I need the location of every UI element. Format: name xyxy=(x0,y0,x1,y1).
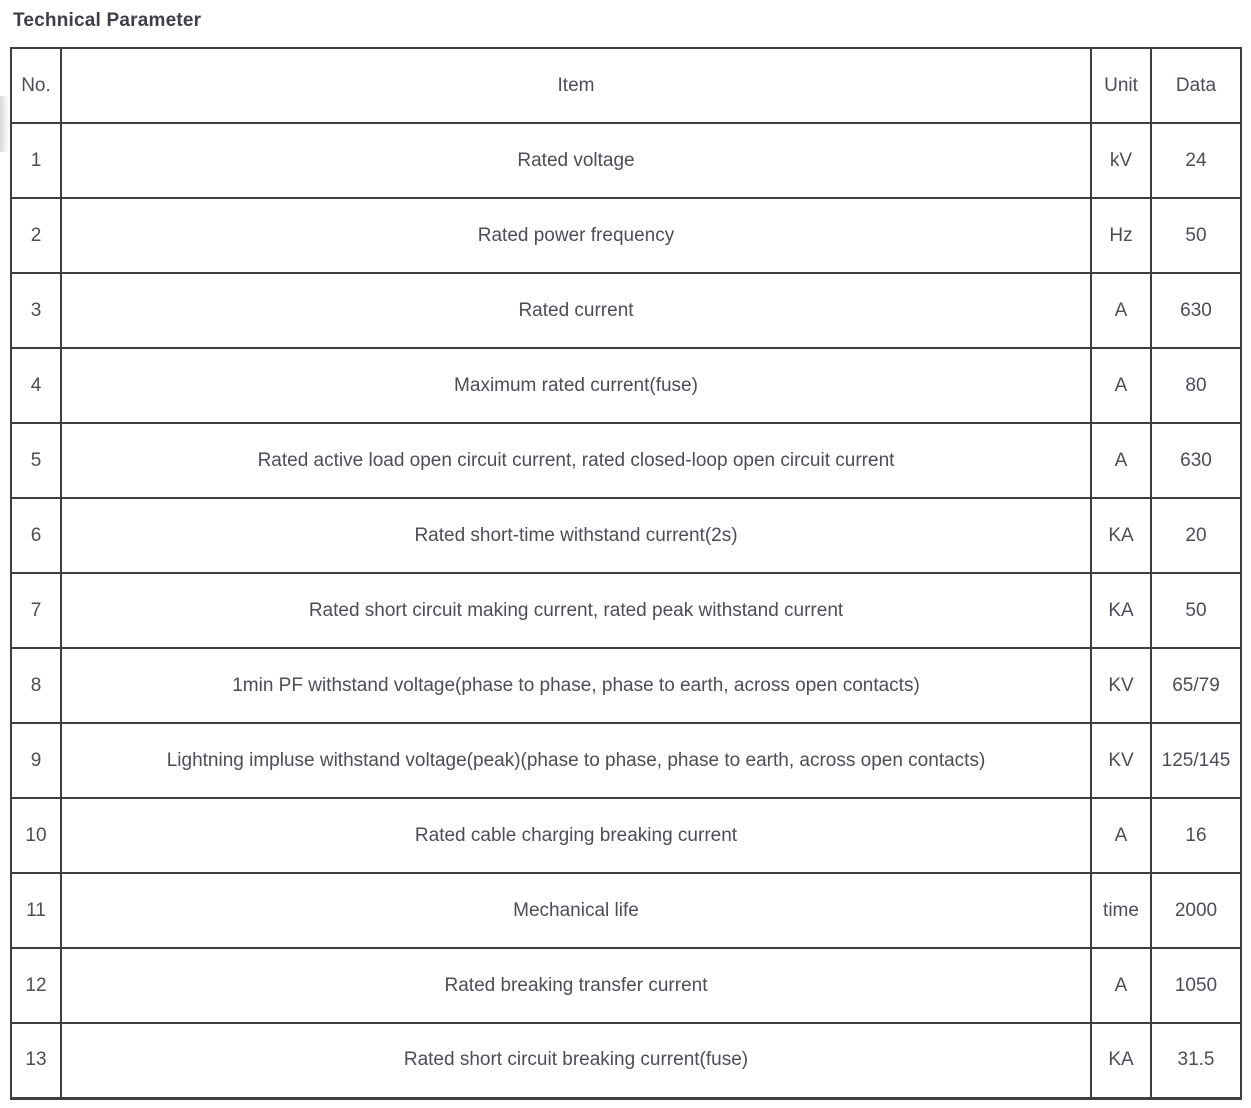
cell-item: Rated active load open circuit current, rated closed-loop open circuit current xyxy=(61,423,1091,498)
table-row xyxy=(11,348,1241,423)
table-row xyxy=(11,948,1241,1023)
cell-item: Rated short circuit making current, rated peak withstand current xyxy=(61,573,1091,648)
cell-data: 2000 xyxy=(1151,873,1241,948)
cell-item: Rated cable charging breaking current xyxy=(61,798,1091,873)
cell-item: 1min PF withstand voltage(phase to phase, phase to earth, across open contacts) xyxy=(61,648,1091,723)
cell-unit: Hz xyxy=(1091,198,1151,273)
column-header-data: Data xyxy=(1151,48,1241,123)
cell-data: 16 xyxy=(1151,798,1241,873)
table-row xyxy=(11,1023,1241,1098)
cell-no: 9 xyxy=(11,723,61,798)
cell-no: 12 xyxy=(11,948,61,1023)
column-header-item: Item xyxy=(61,48,1091,123)
cell-item: Maximum rated current(fuse) xyxy=(61,348,1091,423)
cell-item: Rated short-time withstand current(2s) xyxy=(61,498,1091,573)
table-row xyxy=(11,573,1241,648)
table-row xyxy=(11,123,1241,198)
cell-item: Rated current xyxy=(61,273,1091,348)
cell-item: Rated voltage xyxy=(61,123,1091,198)
cell-data: 24 xyxy=(1151,123,1241,198)
cell-item: Rated short circuit breaking current(fuse) xyxy=(61,1023,1091,1098)
cell-data: 20 xyxy=(1151,498,1241,573)
cell-item: Mechanical life xyxy=(61,873,1091,948)
table-row xyxy=(11,498,1241,573)
cell-data: 125/145 xyxy=(1151,723,1241,798)
cell-no: 8 xyxy=(11,648,61,723)
cell-data: 65/79 xyxy=(1151,648,1241,723)
table-row xyxy=(11,723,1241,798)
technical-parameter-table xyxy=(10,47,1242,1100)
table-body xyxy=(11,123,1241,1098)
cell-no: 2 xyxy=(11,198,61,273)
page-title: Technical Parameter xyxy=(13,10,202,31)
cell-unit: kV xyxy=(1091,123,1151,198)
cell-data: 80 xyxy=(1151,348,1241,423)
cell-unit: KV xyxy=(1091,648,1151,723)
cell-unit: KA xyxy=(1091,1023,1151,1098)
cell-no: 10 xyxy=(11,798,61,873)
cell-no: 3 xyxy=(11,273,61,348)
table-row xyxy=(11,423,1241,498)
table-row xyxy=(11,198,1241,273)
cell-no: 11 xyxy=(11,873,61,948)
cell-data: 630 xyxy=(1151,273,1241,348)
cell-unit: A xyxy=(1091,273,1151,348)
cell-data: 630 xyxy=(1151,423,1241,498)
cell-unit: KA xyxy=(1091,573,1151,648)
cell-item: Rated power frequency xyxy=(61,198,1091,273)
cell-unit: A xyxy=(1091,948,1151,1023)
header-row xyxy=(11,48,1241,123)
cell-no: 4 xyxy=(11,348,61,423)
cell-no: 6 xyxy=(11,498,61,573)
cell-no: 7 xyxy=(11,573,61,648)
cell-item: Rated breaking transfer current xyxy=(61,948,1091,1023)
table-row xyxy=(11,273,1241,348)
cell-no: 1 xyxy=(11,123,61,198)
cell-no: 5 xyxy=(11,423,61,498)
cell-unit: KV xyxy=(1091,723,1151,798)
cell-unit: A xyxy=(1091,423,1151,498)
table-row xyxy=(11,798,1241,873)
cell-item: Lightning impluse withstand voltage(peak)(phase to phase, phase to earth, across open contacts) xyxy=(61,723,1091,798)
cell-unit: time xyxy=(1091,873,1151,948)
cell-unit: A xyxy=(1091,348,1151,423)
table-row xyxy=(11,648,1241,723)
cell-unit: KA xyxy=(1091,498,1151,573)
cell-no: 13 xyxy=(11,1023,61,1098)
column-header-no: No. xyxy=(11,48,61,123)
cell-data: 50 xyxy=(1151,573,1241,648)
cell-data: 50 xyxy=(1151,198,1241,273)
cell-data: 31.5 xyxy=(1151,1023,1241,1098)
table-row xyxy=(11,873,1241,948)
left-edge-widget-fragment xyxy=(0,96,9,152)
cell-data: 1050 xyxy=(1151,948,1241,1023)
cell-unit: A xyxy=(1091,798,1151,873)
table-header xyxy=(11,48,1241,123)
column-header-unit: Unit xyxy=(1091,48,1151,123)
